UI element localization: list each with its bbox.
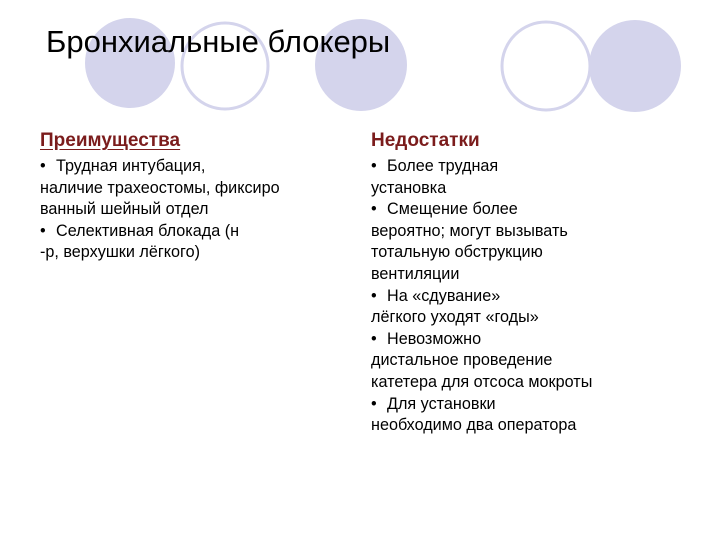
bullet-icon: • — [371, 286, 377, 305]
list-item — [371, 329, 661, 394]
advantages-list — [40, 156, 340, 264]
disadvantage-text: Невозможно дистальное проведение катетера для отсоса мокроты — [371, 329, 593, 391]
bullet-icon: • — [371, 200, 377, 219]
disadvantages-list — [371, 156, 661, 437]
bullet-icon: • — [40, 221, 46, 240]
bullet-icon: • — [371, 394, 377, 413]
bullet-icon: • — [371, 329, 377, 348]
advantage-text: Селективная блокада (н -р, верхушки лёгкого) — [40, 221, 240, 262]
list-item — [40, 156, 340, 221]
list-item — [371, 199, 661, 285]
bullet-icon: • — [40, 157, 46, 175]
list-item — [371, 394, 661, 437]
bullet-icon: • — [371, 157, 377, 175]
disadvantage-text: На «сдувание» лёгкого уходят «годы» — [371, 286, 539, 327]
advantages-heading: Преимущества — [40, 130, 181, 151]
list-item — [371, 156, 661, 199]
disadvantage-text: Смещение более вероятно; могут вызывать тотальную обструкцию вентиляции — [371, 200, 568, 283]
list-item — [371, 286, 661, 329]
slide-title: Бронхиальные блокеры — [46, 24, 391, 59]
circle-outline-2 — [502, 22, 590, 110]
list-item — [40, 221, 340, 264]
disadvantage-text: Для установки необходимо два оператора — [371, 394, 577, 435]
disadvantages-heading: Недостатки — [371, 130, 480, 151]
circle-filled-3 — [589, 20, 681, 112]
advantage-text: Трудная интубация, наличие трахеостомы, фиксиро ванный шейный отдел — [40, 157, 280, 219]
disadvantage-text: Более трудная установка — [371, 157, 499, 197]
